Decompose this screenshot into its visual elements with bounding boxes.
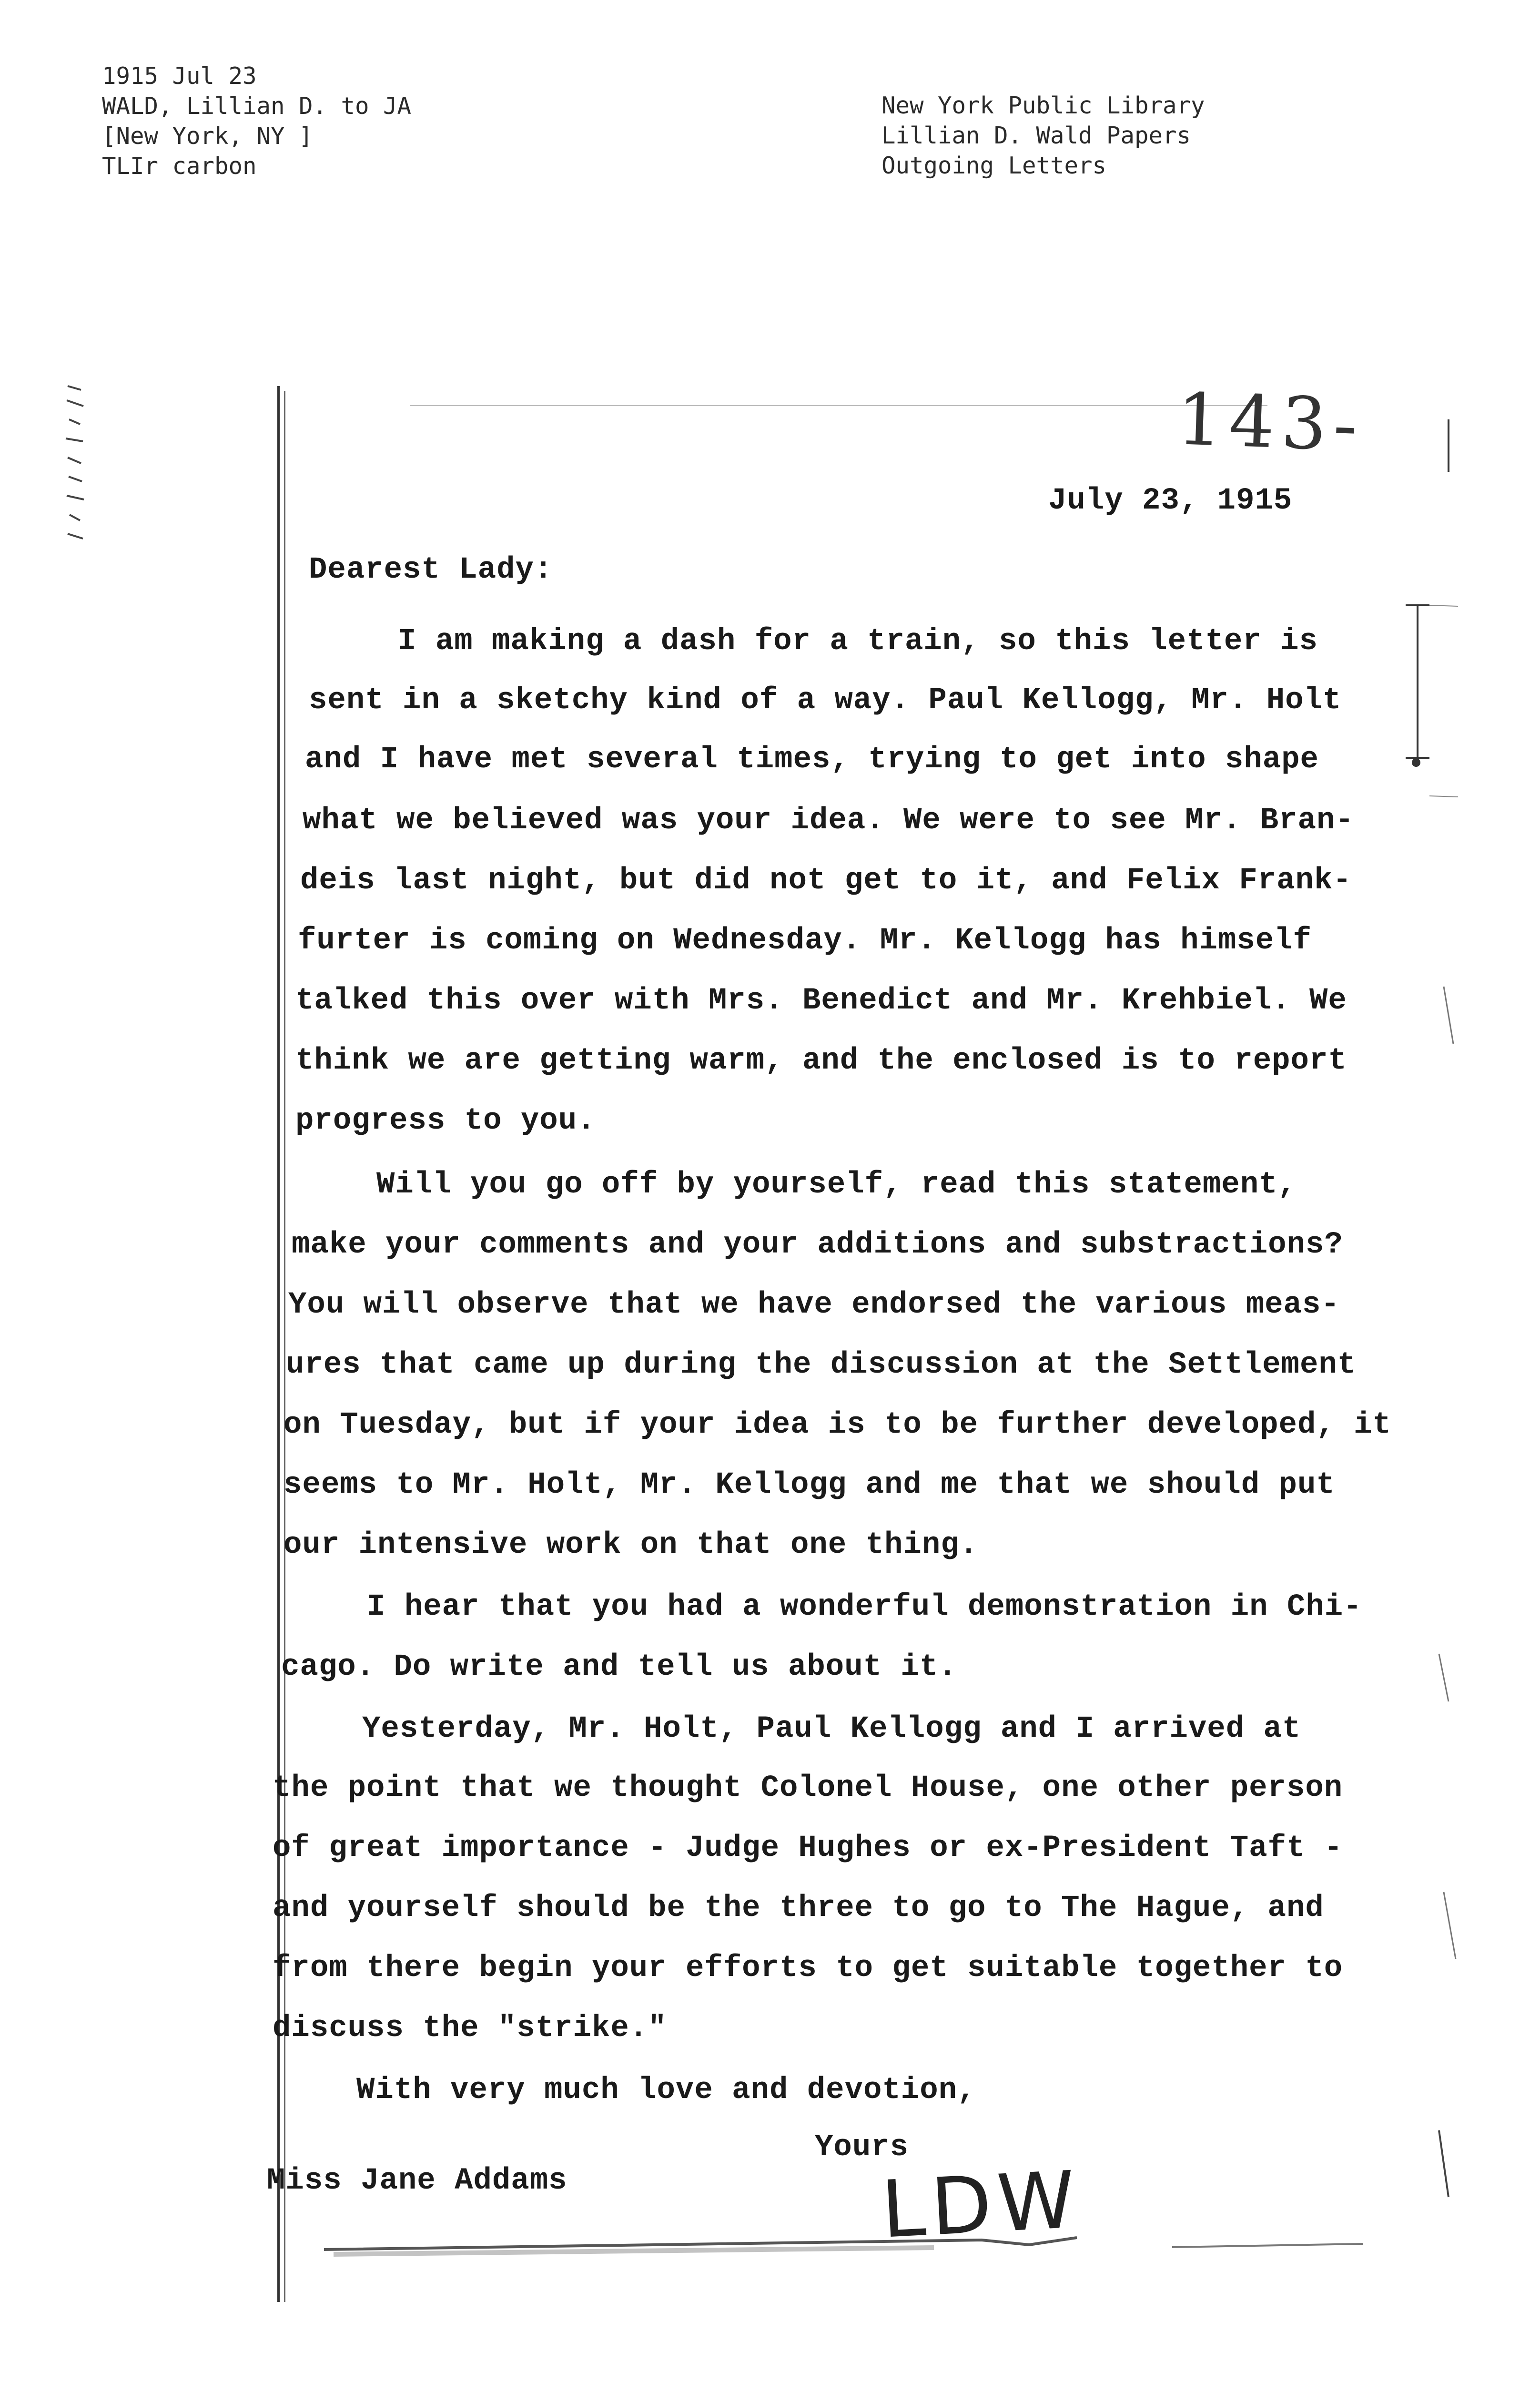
body-line: You will observe that we have endorsed the various meas- [288,1288,1340,1322]
meta-series: Outgoing Letters [881,152,1107,179]
meta-date: 1915 Jul 23 [102,62,257,90]
body-line: seems to Mr. Holt, Mr. Kellogg and me that we should put [284,1468,1335,1502]
body-line: and yourself should be the three to go to The Hague, and [273,1891,1324,1925]
body-line: furter is coming on Wednesday. Mr. Kellogg has himself [298,924,1312,958]
body-line: what we believed was your idea. We were to see Mr. Bran- [303,804,1354,838]
body-line: from there begin your efforts to get suitable together to [273,1951,1343,1986]
body-line: deis last night, but did not get to it, and Felix Frank- [300,864,1352,898]
top-edge [410,405,1267,406]
body-line: ures that came up during the discussion at the Settlement [286,1348,1357,1382]
meta-repository: New York Public Library [881,92,1205,119]
body-line: Yesterday, Mr. Holt, Paul Kellogg and I arrived at [362,1712,1301,1746]
body-line: make your comments and your additions and substractions? [292,1228,1343,1262]
salutation: Dearest Lady: [309,553,553,587]
signature: LDW [879,2154,1083,2256]
right-edge-marks [1377,415,1458,2226]
meta-correspondents: WALD, Lillian D. to JA [102,92,412,120]
bottom-smudge [314,2226,1410,2273]
body-line: progress to you. [295,1104,596,1138]
body-line: talked this over with Mrs. Benedict and Mr. Krehbiel. We [295,984,1347,1018]
binding-marks [62,381,91,572]
body-line: think we are getting warm, and the enclosed is to report [295,1044,1347,1078]
body-line: sent in a sketchy kind of a way. Paul Kellogg, Mr. Holt [309,683,1342,718]
body-line: I am making a dash for a train, so this letter is [398,624,1318,659]
body-line: of great importance - Judge Hughes or ex-President Taft - [273,1831,1343,1865]
body-line: cago. Do write and tell us about it. [281,1650,957,1684]
archive-metadata-left [102,61,411,181]
body-line: I hear that you had a wonderful demonstration in Chi- [367,1590,1362,1624]
body-line: the point that we thought Colonel House, one other person [273,1771,1343,1805]
meta-format: TLIr carbon [102,153,257,180]
body-line: Will you go off by yourself, read this statement, [376,1168,1297,1202]
meta-place: [New York, NY ] [102,122,313,150]
archive-metadata-right [881,91,1205,181]
addressee: Miss Jane Addams [267,2164,567,2198]
body-line: on Tuesday, but if your idea is to be further developed, it [284,1408,1391,1442]
valediction: Yours [815,2130,909,2165]
meta-collection: Lillian D. Wald Papers [881,122,1191,149]
closing: With very much love and devotion, [356,2073,976,2108]
body-line: our intensive work on that one thing. [284,1528,979,1562]
body-line: discuss the "strike." [273,2011,667,2046]
page-number: 143- [1175,378,1366,468]
letter-date: July 23, 1915 [1048,484,1293,518]
body-line: and I have met several times, trying to get into shape [305,743,1319,777]
